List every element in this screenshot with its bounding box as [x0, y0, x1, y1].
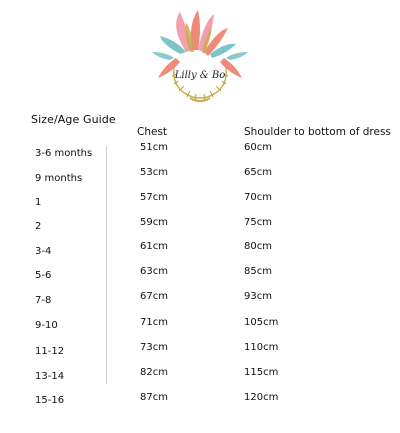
size-label: 15-16: [35, 395, 65, 406]
shoulder-value: 60cm: [244, 142, 272, 153]
brand-logo: [140, 8, 260, 108]
guide-title: Size/Age Guide: [31, 113, 116, 126]
size-label: 1: [35, 197, 42, 208]
feather-crown-logo-icon: [140, 8, 260, 108]
chest-value: 82cm: [140, 367, 168, 378]
shoulder-value: 70cm: [244, 192, 272, 203]
chest-value: 53cm: [140, 167, 168, 178]
header-shoulder: Shoulder to bottom of dress: [244, 126, 391, 138]
chest-value: 67cm: [140, 291, 168, 302]
size-label: 11-12: [35, 346, 65, 357]
size-label: 5-6: [35, 270, 52, 281]
shoulder-value: 65cm: [244, 167, 272, 178]
chest-value: 87cm: [140, 392, 168, 403]
chest-value: 57cm: [140, 192, 168, 203]
size-label: 3-4: [35, 246, 52, 257]
chest-value: 61cm: [140, 241, 168, 252]
chest-value: 63cm: [140, 266, 168, 277]
shoulder-value: 110cm: [244, 342, 279, 353]
size-label: 9 months: [35, 173, 83, 184]
size-label: 9-10: [35, 320, 58, 331]
chest-value: 59cm: [140, 217, 168, 228]
shoulder-value: 115cm: [244, 367, 279, 378]
size-label: 7-8: [35, 295, 52, 306]
size-label: 13-14: [35, 371, 65, 382]
shoulder-value: 80cm: [244, 241, 272, 252]
size-label: 3-6 months: [35, 148, 93, 159]
chest-value: 71cm: [140, 317, 168, 328]
shoulder-value: 93cm: [244, 291, 272, 302]
chest-value: 51cm: [140, 142, 168, 153]
logo-text: Lilly & Bo: [174, 70, 226, 81]
size-label: 2: [35, 221, 42, 232]
shoulder-value: 105cm: [244, 317, 279, 328]
shoulder-value: 85cm: [244, 266, 272, 277]
chest-value: 73cm: [140, 342, 168, 353]
shoulder-value: 75cm: [244, 217, 272, 228]
header-chest: Chest: [137, 126, 168, 138]
column-divider: [106, 146, 107, 384]
shoulder-value: 120cm: [244, 392, 279, 403]
